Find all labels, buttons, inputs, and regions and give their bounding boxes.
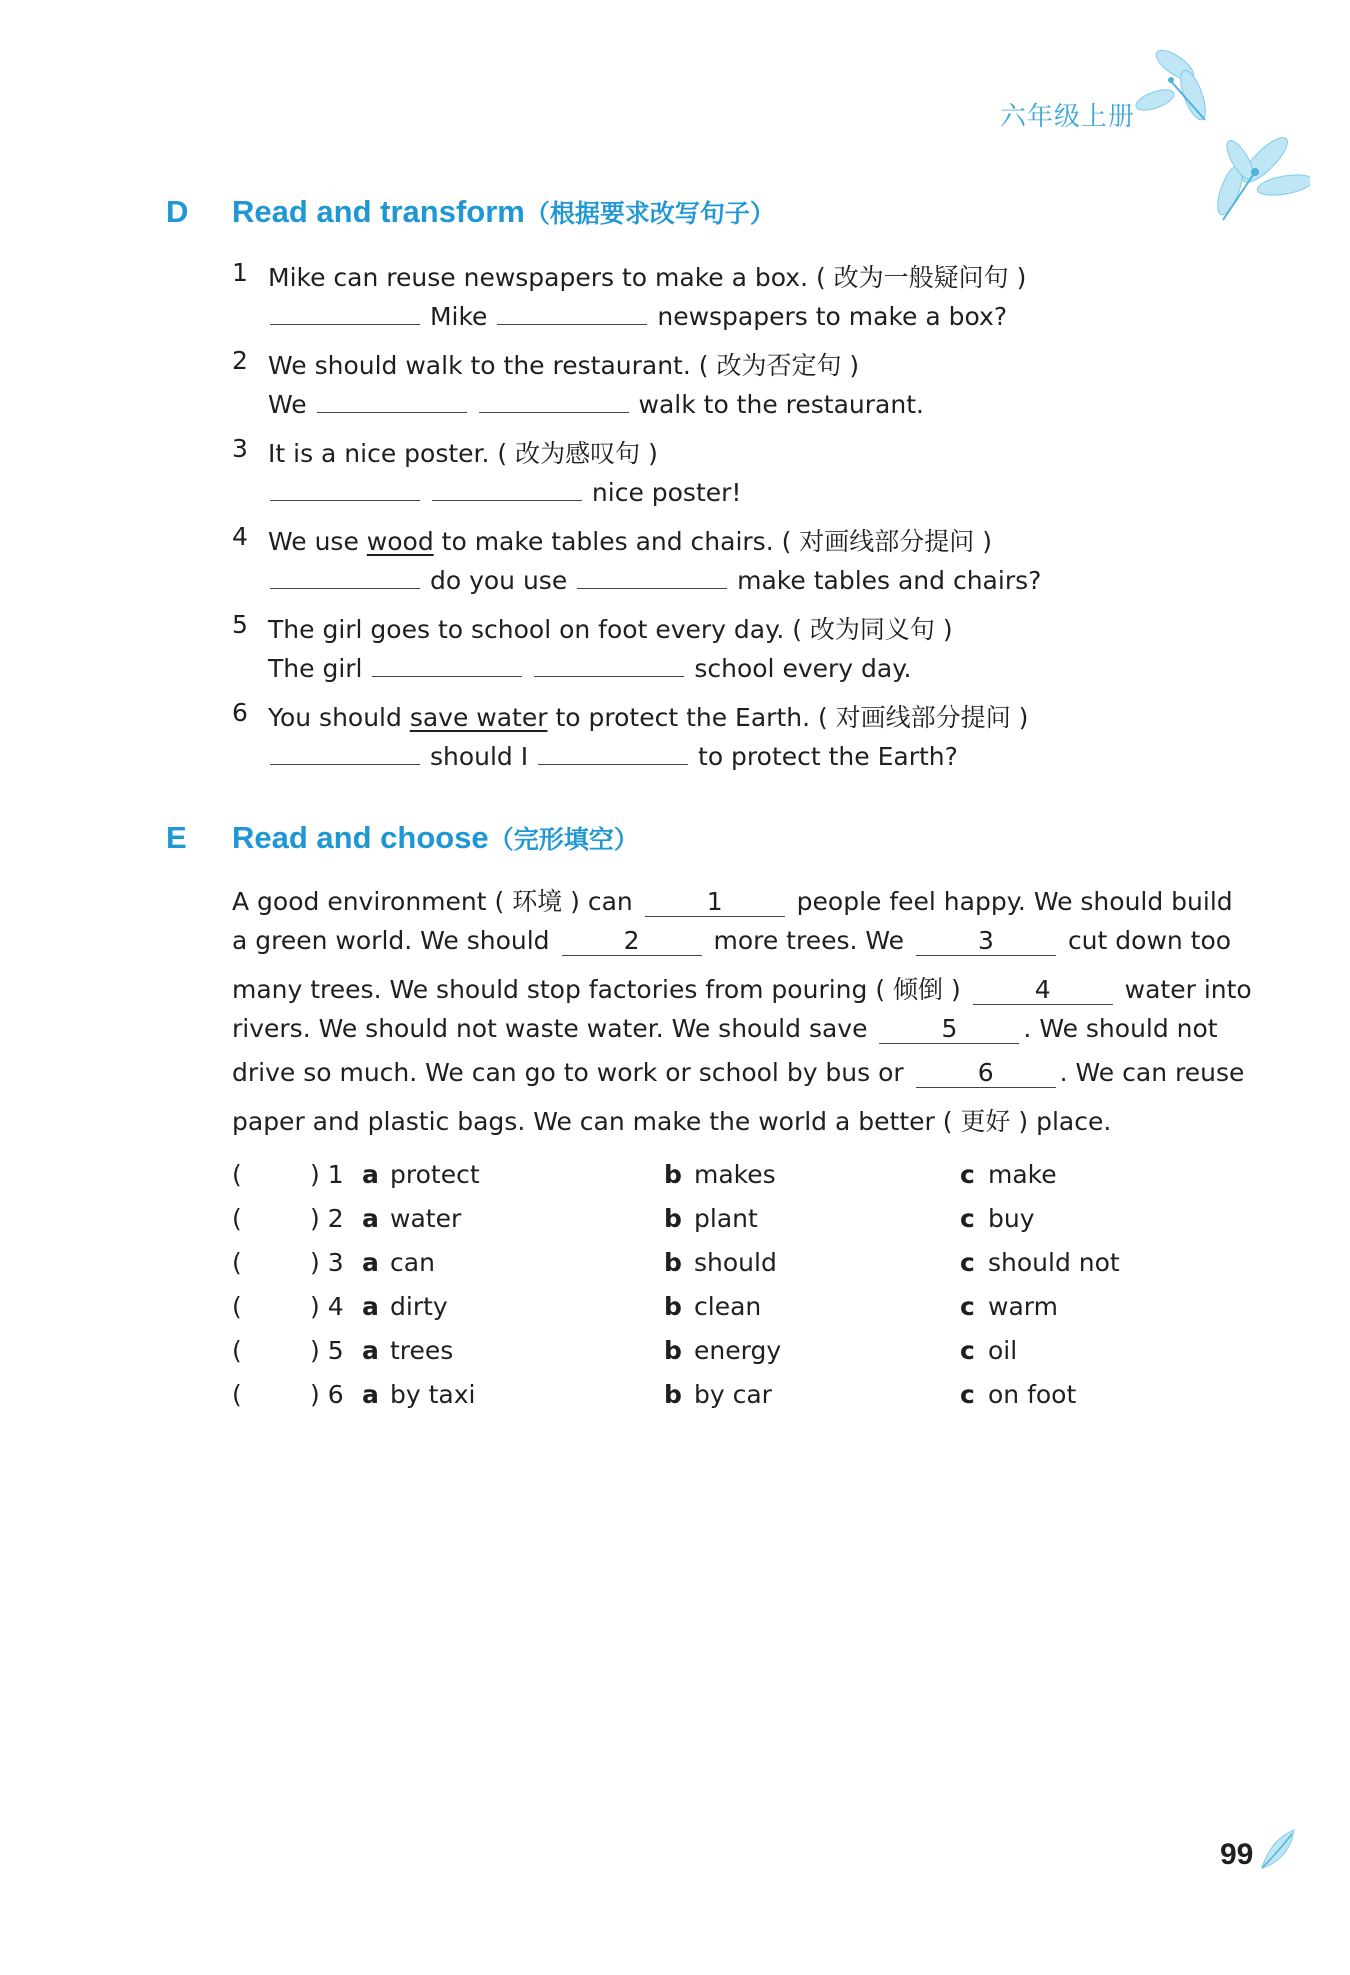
answer-paren-open[interactable]: ( [232, 1204, 242, 1233]
option-c-letter: c [960, 1204, 975, 1233]
prompt-text: You should [268, 703, 410, 732]
section-d-title-en: Read and transform [232, 194, 525, 229]
section-d-title-cn: （根据要求改写句子） [524, 200, 775, 228]
question-number: 6 [232, 698, 248, 727]
option-b[interactable]: plant [694, 1204, 758, 1233]
cloze-blank[interactable]: 6 [916, 1059, 1056, 1088]
answer-line [268, 390, 924, 419]
question-number: 5 [232, 610, 248, 639]
answer-blank[interactable] [270, 566, 420, 589]
cloze-blank[interactable]: 2 [562, 927, 702, 956]
question-prompt: It is a nice poster. ( 改为感叹句 ) [268, 439, 658, 468]
answer-text: newspapers to make a box? [657, 302, 1008, 331]
answer-line [268, 478, 741, 507]
passage-text: drive so much. We can go to work or school by bus or [232, 1058, 904, 1087]
option-b[interactable]: makes [694, 1160, 776, 1189]
answer-blank[interactable] [372, 654, 522, 677]
answer-paren-open[interactable]: ( [232, 1336, 242, 1365]
answer-text: school every day. [694, 654, 912, 683]
option-b-letter: b [664, 1380, 682, 1409]
passage-line [232, 926, 1231, 956]
passage-text: cut down too [1067, 926, 1232, 955]
question-prompt [268, 522, 992, 558]
question-number: ) 2 [310, 1204, 344, 1233]
question-number: ) 5 [310, 1336, 344, 1365]
answer-blank[interactable] [534, 654, 684, 677]
answer-text: do you use [429, 566, 568, 595]
option-c-letter: c [960, 1292, 975, 1321]
section-e-letter: E [166, 820, 187, 855]
passage-text: a green world. We should [232, 926, 550, 955]
option-a[interactable]: dirty [390, 1292, 448, 1321]
answer-blank[interactable] [577, 566, 727, 589]
option-c[interactable]: warm [988, 1292, 1058, 1321]
passage-text: water into [1124, 975, 1252, 1004]
answer-text: to protect the Earth? [698, 742, 958, 771]
answer-blank[interactable] [270, 742, 420, 765]
answer-blank[interactable] [479, 390, 629, 413]
question-number: ) 4 [310, 1292, 344, 1321]
answer-blank[interactable] [270, 302, 420, 325]
option-c[interactable]: buy [988, 1204, 1035, 1233]
section-d-title [232, 194, 775, 230]
option-b[interactable]: energy [694, 1336, 782, 1365]
question-number: ) 3 [310, 1248, 344, 1277]
option-b-letter: b [664, 1336, 682, 1365]
passage-line [232, 1014, 1218, 1044]
passage-line [232, 882, 1233, 918]
option-a-letter: a [362, 1160, 379, 1189]
option-row [232, 1160, 1132, 1192]
option-row [232, 1336, 1132, 1368]
option-a-letter: a [362, 1292, 379, 1321]
passage-text: . We should not [1023, 1014, 1218, 1043]
option-a[interactable]: water [390, 1204, 462, 1233]
passage-line: paper and plastic bags. We can make the world a better ( 更好 ) place. [232, 1107, 1112, 1136]
option-b-letter: b [664, 1204, 682, 1233]
passage-text: people feel happy. We should build [796, 887, 1233, 916]
option-b[interactable]: should [694, 1248, 777, 1277]
option-row [232, 1248, 1132, 1280]
section-e-title-en: Read and choose [232, 820, 489, 855]
question-prompt [268, 698, 1028, 734]
cloze-blank[interactable]: 4 [973, 976, 1113, 1005]
passage-text: . We can reuse [1059, 1058, 1245, 1087]
question-number: 3 [232, 434, 248, 463]
option-a-letter: a [362, 1336, 379, 1365]
passage-text: many trees. We should stop factories from pouring ( 倾倒 ) [232, 975, 961, 1004]
option-a[interactable]: trees [390, 1336, 454, 1365]
answer-line [268, 302, 1007, 331]
question-number: 2 [232, 346, 248, 375]
prompt-text: to make tables and chairs. ( 对画线部分提问 ) [433, 527, 993, 556]
option-c[interactable]: make [988, 1160, 1057, 1189]
option-a[interactable]: can [390, 1248, 435, 1277]
answer-paren-open[interactable]: ( [232, 1248, 242, 1277]
dragonfly-icon [1135, 40, 1310, 230]
question-number: ) 1 [310, 1160, 344, 1189]
answer-text: We [268, 390, 307, 419]
answer-text: nice poster! [591, 478, 742, 507]
answer-text: make tables and chairs? [737, 566, 1042, 595]
prompt-text: to protect the Earth. ( 对画线部分提问 ) [547, 703, 1029, 732]
option-c-letter: c [960, 1248, 975, 1277]
question-number: ) 6 [310, 1380, 344, 1409]
section-d-letter: D [166, 194, 189, 229]
answer-blank[interactable] [432, 478, 582, 501]
option-b-letter: b [664, 1160, 682, 1189]
option-a-letter: a [362, 1204, 379, 1233]
option-a-letter: a [362, 1248, 379, 1277]
option-c-letter: c [960, 1380, 975, 1409]
option-b[interactable]: clean [694, 1292, 762, 1321]
option-b[interactable]: by car [694, 1380, 772, 1409]
page-number: 99 [1220, 1838, 1254, 1871]
section-e-title-cn: （完形填空） [488, 826, 639, 854]
answer-line [268, 742, 958, 771]
option-c[interactable]: on foot [988, 1380, 1077, 1409]
option-c[interactable]: should not [988, 1248, 1120, 1277]
prompt-text: We use [268, 527, 367, 556]
section-e-title [232, 820, 639, 856]
question-prompt: Mike can reuse newspapers to make a box. ( 改为一般疑问句 ) [268, 263, 1027, 292]
underlined-word: save water [409, 703, 548, 732]
answer-paren-open[interactable]: ( [232, 1292, 242, 1321]
answer-text: The girl [268, 654, 363, 683]
question-number: 1 [232, 258, 248, 287]
answer-blank[interactable] [538, 742, 688, 765]
passage-text: rivers. We should not waste water. We should save [232, 1014, 868, 1043]
cloze-blank[interactable]: 5 [879, 1015, 1019, 1044]
underlined-word: wood [366, 527, 434, 556]
option-b-letter: b [664, 1248, 682, 1277]
option-row [232, 1204, 1132, 1236]
answer-line [268, 566, 1041, 595]
answer-blank[interactable] [317, 390, 467, 413]
option-a[interactable]: protect [390, 1160, 480, 1189]
option-a[interactable]: by taxi [390, 1380, 476, 1409]
leaf-icon [1258, 1828, 1298, 1872]
passage-line [232, 970, 1252, 1006]
answer-paren-open[interactable]: ( [232, 1160, 242, 1189]
passage-line [232, 1058, 1244, 1088]
answer-line [268, 654, 911, 683]
option-row [232, 1292, 1132, 1324]
answer-blank[interactable] [270, 478, 420, 501]
question-prompt: The girl goes to school on foot every day. ( 改为同义句 ) [268, 615, 953, 644]
answer-text: should I [429, 742, 529, 771]
answer-text: Mike [429, 302, 488, 331]
option-c[interactable]: oil [988, 1336, 1018, 1365]
cloze-blank[interactable]: 3 [916, 927, 1056, 956]
passage-text: A good environment ( 环境 ) can [232, 887, 633, 916]
answer-text: walk to the restaurant. [638, 390, 924, 419]
option-row [232, 1380, 1132, 1412]
cloze-blank[interactable]: 1 [645, 888, 785, 917]
question-number: 4 [232, 522, 248, 551]
answer-blank[interactable] [497, 302, 647, 325]
grade-label: 六年级上册 [1000, 102, 1136, 132]
passage-text: more trees. We [713, 926, 905, 955]
answer-paren-open[interactable]: ( [232, 1380, 242, 1409]
option-c-letter: c [960, 1336, 975, 1365]
option-c-letter: c [960, 1160, 975, 1189]
question-prompt: We should walk to the restaurant. ( 改为否定句 ) [268, 351, 860, 380]
option-b-letter: b [664, 1292, 682, 1321]
option-a-letter: a [362, 1380, 379, 1409]
